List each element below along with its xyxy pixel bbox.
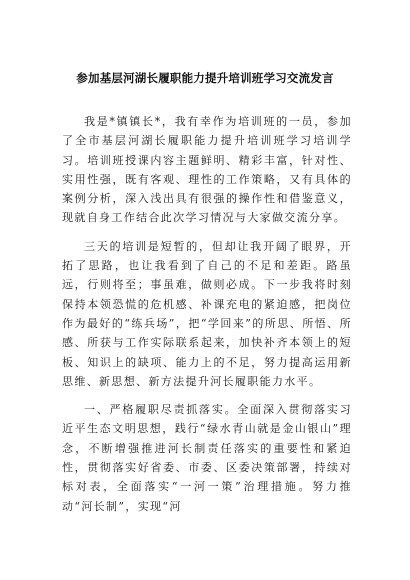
body-paragraph: 一、严格履职尽责抓落实。全面深入贯彻落实习近平生态文明思想，践行“绿水青山就是金山银山”理念，不断增强推进河长制责任落实的重要性和紧迫性，贯彻落实好省委、市委、区委决策部署，持续对标对表，全面落实“一河一策”治理措施。努力推动“河长制”，实现“河 <box>62 403 352 513</box>
body-paragraph: 我是*镇镇长*，我有幸作为培训班的一员，参加了全市基层河湖长履职能力提升培训班学习培训学习。培训班授课内容主题鲜明、精彩丰富，针对性、实用性强，既有客观、理性的工作策略，又有具体的案例分析，深入浅出具有很强的操作性和借鉴意义，现就自身工作结合此次学习情况与大家做交流分享。 <box>62 115 352 225</box>
document-title: 参加基层河湖长履职能力提升培训班学习交流发言 <box>76 71 334 85</box>
body-paragraph: 三天的培训是短暂的，但却让我开阔了眼界，开拓了思路，也让我看到了自己的不足和差距。路虽远，行则将至；事虽难，做则必成。下一步我将时刻保持本领恐慌的危机感、补课充电的紧迫感，把岗位作为最好的“练兵场”，把“学回来”的所思、所悟、所感、所获与工作实际联系起来，加快补齐本领上的短板、知识上的缺项、能力上的不足，努力提高运用新思维、新思想、新方法提升河长履职能力水平。 <box>62 239 352 388</box>
document-body <box>62 112 352 516</box>
